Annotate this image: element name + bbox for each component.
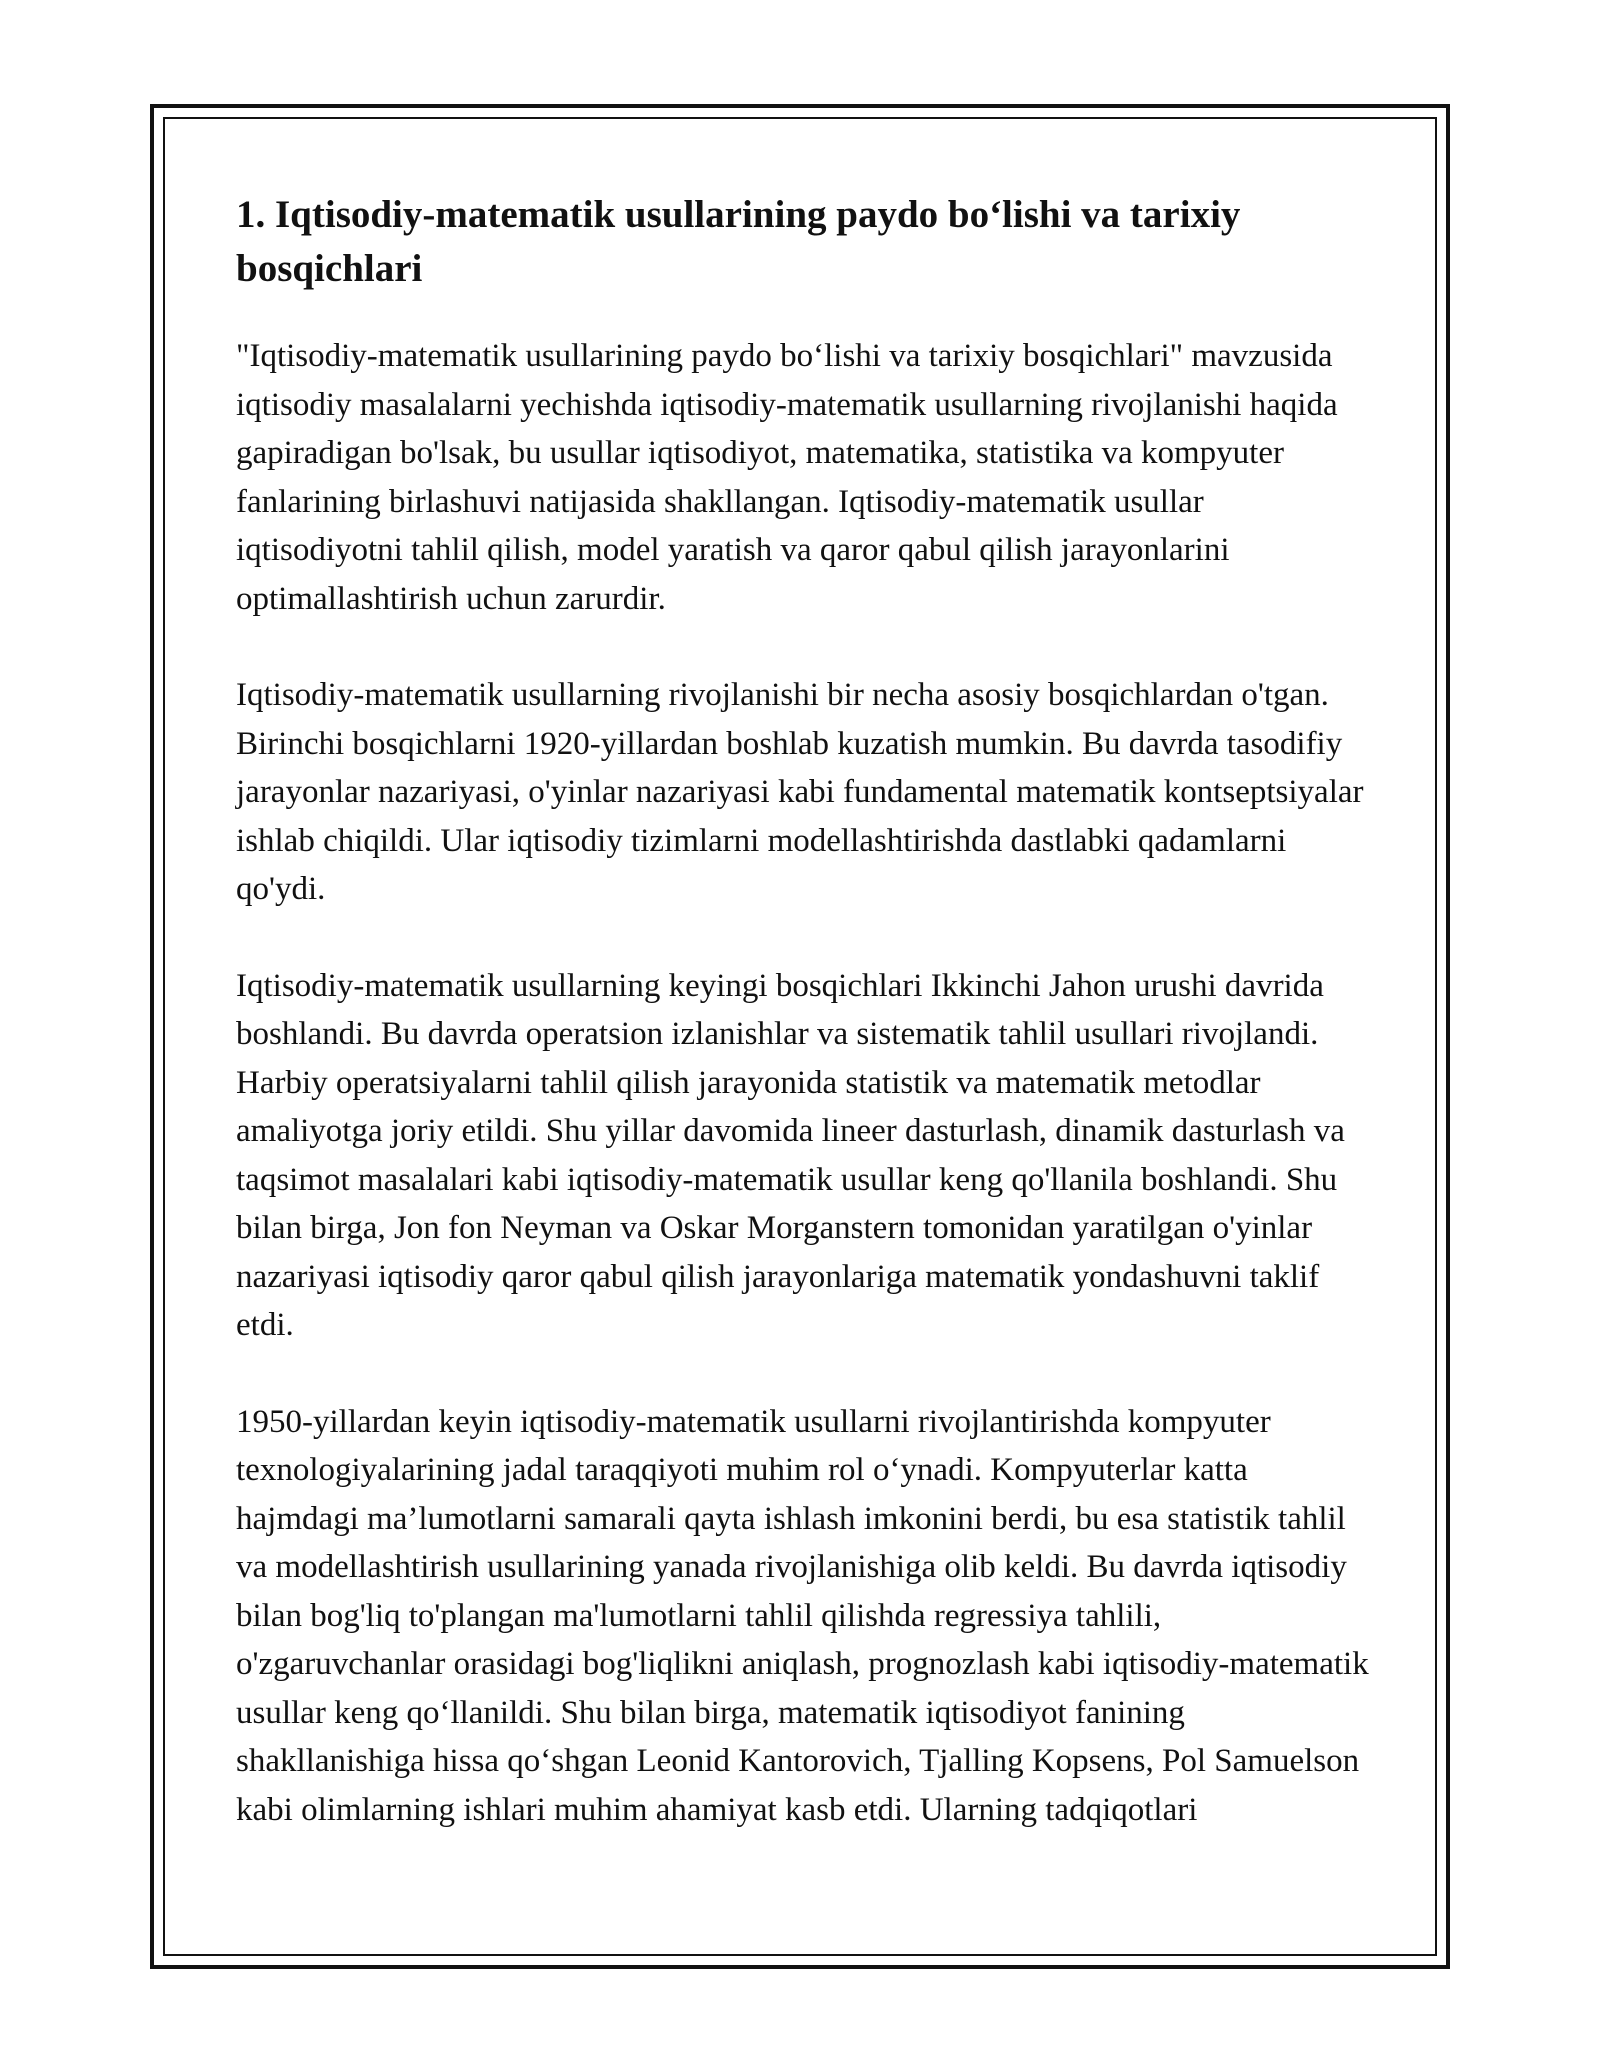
paragraph-2: Iqtisodiy-matematik usullarning rivojlanishi bir necha asosiy bosqichlardan o'tgan. Birinchi bosqichlarni 1920-yillardan boshlab kuzatish mumkin. Bu davrda tasodifiy jarayonlar nazariyasi, o'yinlar nazariyasi kabi fundamental matematik kontseptsiyalar ishlab chiqildi. Ular iqtisodiy tizimlarni modellashtirishda dastlabki qadamlarni qo'ydi. — [236, 677, 1364, 907]
paragraph-4: 1950-yillardan keyin iqtisodiy-matematik usullarni rivojlantirishda kompyuter texnologiyalarining jadal taraqqiyoti muhim rol o‘ynadi. Kompyuterlar katta hajmdagi ma’lumotlarni samarali qayta ishlash imkonini berdi, bu esa statistik tahlil va modellashtirish usullarining yanada rivojlanishiga olib keldi. Bu davrda iqtisodiy bilan bog'liq to'plangan ma'lumotlarni tahlil qilishda regressiya tahlili, o'zgaruvchanlar orasidagi bog'liqlikni aniqlash, prognozlash kabi iqtisodiy-matematik usullar keng qo‘llanildi. Shu bilan birga, matematik iqtisodiyot fanining shakllanishiga hissa qo‘shgan Leonid Kantorovich, Tjalling Kopsens, Pol Samuelson kabi olimlarning ishlari muhim ahamiyat kasb etdi. Ularning tadqiqotlari — [236, 1403, 1369, 1828]
paragraph-1: "Iqtisodiy-matematik usullarining paydo bo‘lishi va tarixiy bosqichlari" mavzusida iqtisodiy masalalarni yechishda iqtisodiy-matematik usullarning rivojlanishi haqida gapiradigan bo'lsak, bu usullar iqtisodiyot, matematika, statistika va kompyuter fanlarining birlashuvi natijasida shakllangan. Iqtisodiy-matematik usullar iqtisodiyotni tahlil qilish, model yaratish va qaror qabul qilish jarayonlarini optimallashtirish uchun zarurdir. — [236, 338, 1338, 617]
section-heading: 1. Iqtisodiy-matematik usullarining paydo bo‘lishi va tarixiy bosqichlari — [236, 193, 1241, 290]
document-body — [236, 188, 1376, 1882]
paragraph-3: Iqtisodiy-matematik usullarning keyingi bosqichlari Ikkinchi Jahon urushi davrida boshlandi. Bu davrda operatsion izlanishlar va sistematik tahlil usullari rivojlandi. Harbiy operatsiyalarni tahlil qilish jarayonida statistik va matematik metodlar amaliyotga joriy etildi. Shu yillar davomida lineer dasturlash, dinamik dasturlash va taqsimot masalalari kabi iqtisodiy-matematik usullar keng qo'llanila boshlandi. Shu bilan birga, Jon fon Neyman va Oskar Morganstern tomonidan yaratilgan o'yinlar nazariyasi iqtisodiy qaror qabul qilish jarayonlariga matematik yondashuvni taklif etdi. — [236, 967, 1345, 1343]
